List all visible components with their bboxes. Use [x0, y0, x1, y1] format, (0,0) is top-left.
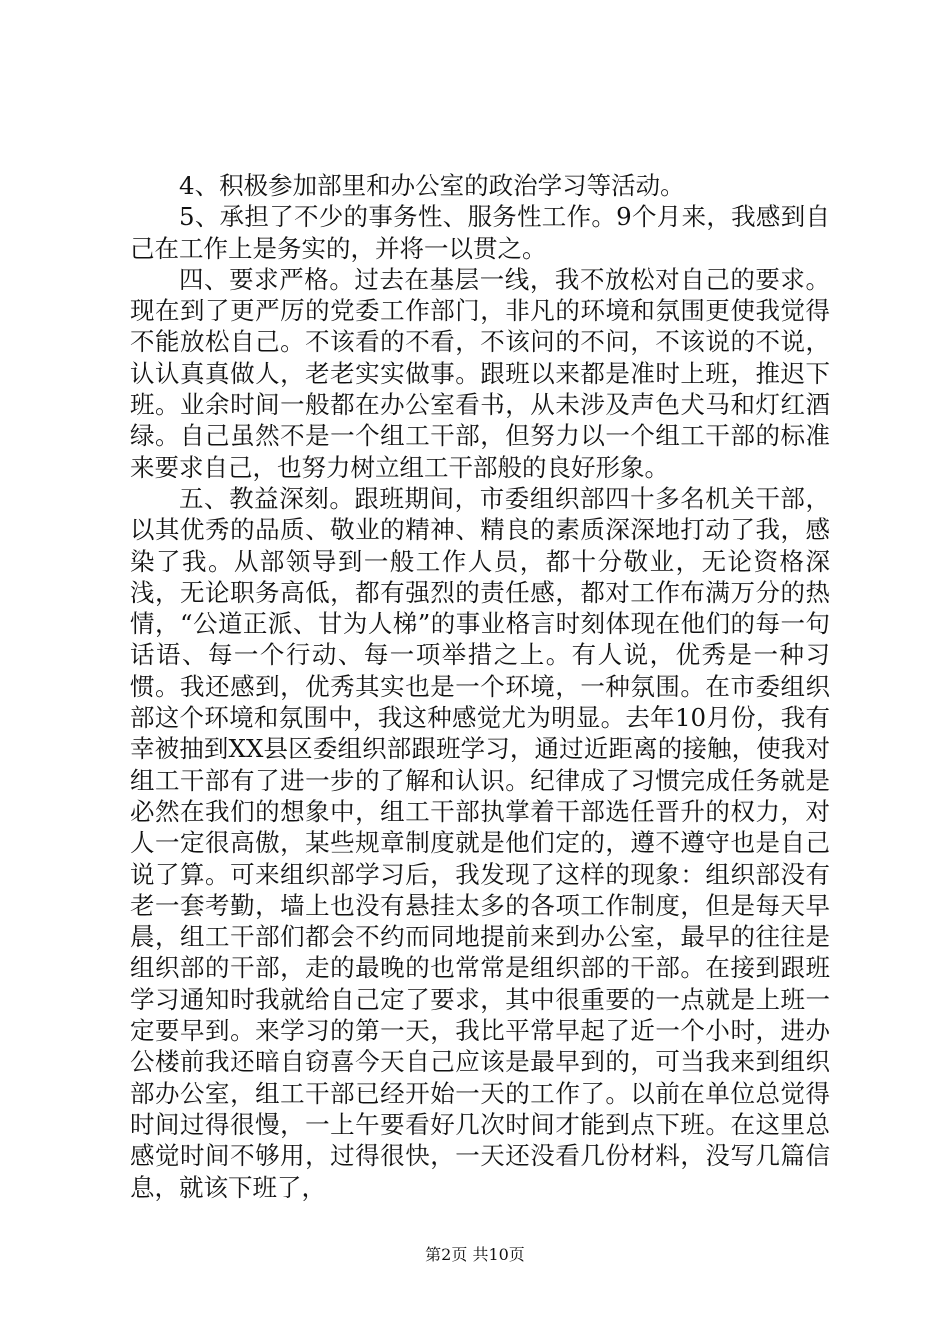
paragraph-item-5: 5、承担了不少的事务性、服务性工作。9个月来，我感到自己在工作上是务实的，并将一以贯之。 — [130, 202, 830, 263]
paragraph-section-4: 四、要求严格。过去在基层一线，我不放松对自己的要求。现在到了更严厉的党委工作部门，非凡的环境和氛围更使我觉得不能放松自己。不该看的不看，不该问的不问，不该说的不说，认认真真做人，老老实实做事。跟班以来都是准时上班，推迟下班。业余时间一般都在办公室看书，从未涉及声色犬马和灯红酒绿。自己虽然不是一个组工干部，但努力以一个组工干部的标准来要求自己，也努力树立组工干部般的良好形象。 — [130, 264, 830, 482]
page-number-footer: 第2页 共10页 — [425, 1245, 525, 1264]
document-body — [130, 170, 830, 1203]
paragraph-section-5: 五、教益深刻。跟班期间，市委组织部四十多名机关干部，以其优秀的品质、敬业的精神、精良的素质深深地打动了我，感染了我。从部领导到一般工作人员，都十分敬业，无论资格深浅，无论职务高低，都有强烈的责任感，都对工作布满万分的热情，“公道正派、甘为人梯”的事业格言时刻体现在他们的每一句话语、每一个行动、每一项举措之上。有人说，优秀是一种习惯。我还感到，优秀其实也是一个环境，一种氛围。在市委组织部这个环境和氛围中，我这种感觉尤为明显。去年10月份，我有幸被抽到XX县区委组织部跟班学习，通过近距离的接触，使我对组工干部有了进一步的了解和认识。纪律成了习惯完成任务就是必然在我们的想象中，组工干部执掌着干部选任晋升的权力，对人一定很高傲，某些规章制度就是他们定的，遵不遵守也是自己说了算。可来组织部学习后，我发现了这样的现象：组织部没有老一套考勤，墙上也没有悬挂太多的各项工作制度，但是每天早晨，组工干部们都会不约而同地提前来到办公室，最早的往往是组织部的干部，走的最晚的也常常是组织部的干部。在接到跟班学习通知时我就给自己定了要求，其中很重要的一点就是上班一定要早到。来学习的第一天，我比平常早起了近一个小时，进办公楼前我还暗自窃喜今天自己应该是最早到的，可当我来到组织部办公室，组工干部已经开始一天的工作了。以前在单位总觉得时间过得很慢，一上午要看好几次时间才能到点下班。在这里总感觉时间不够用，过得很快，一天还没看几份材料，没写几篇信息，就该下班了， — [130, 483, 830, 1202]
paragraph-item-4: 4、积极参加部里和办公室的政治学习等活动。 — [179, 171, 685, 200]
